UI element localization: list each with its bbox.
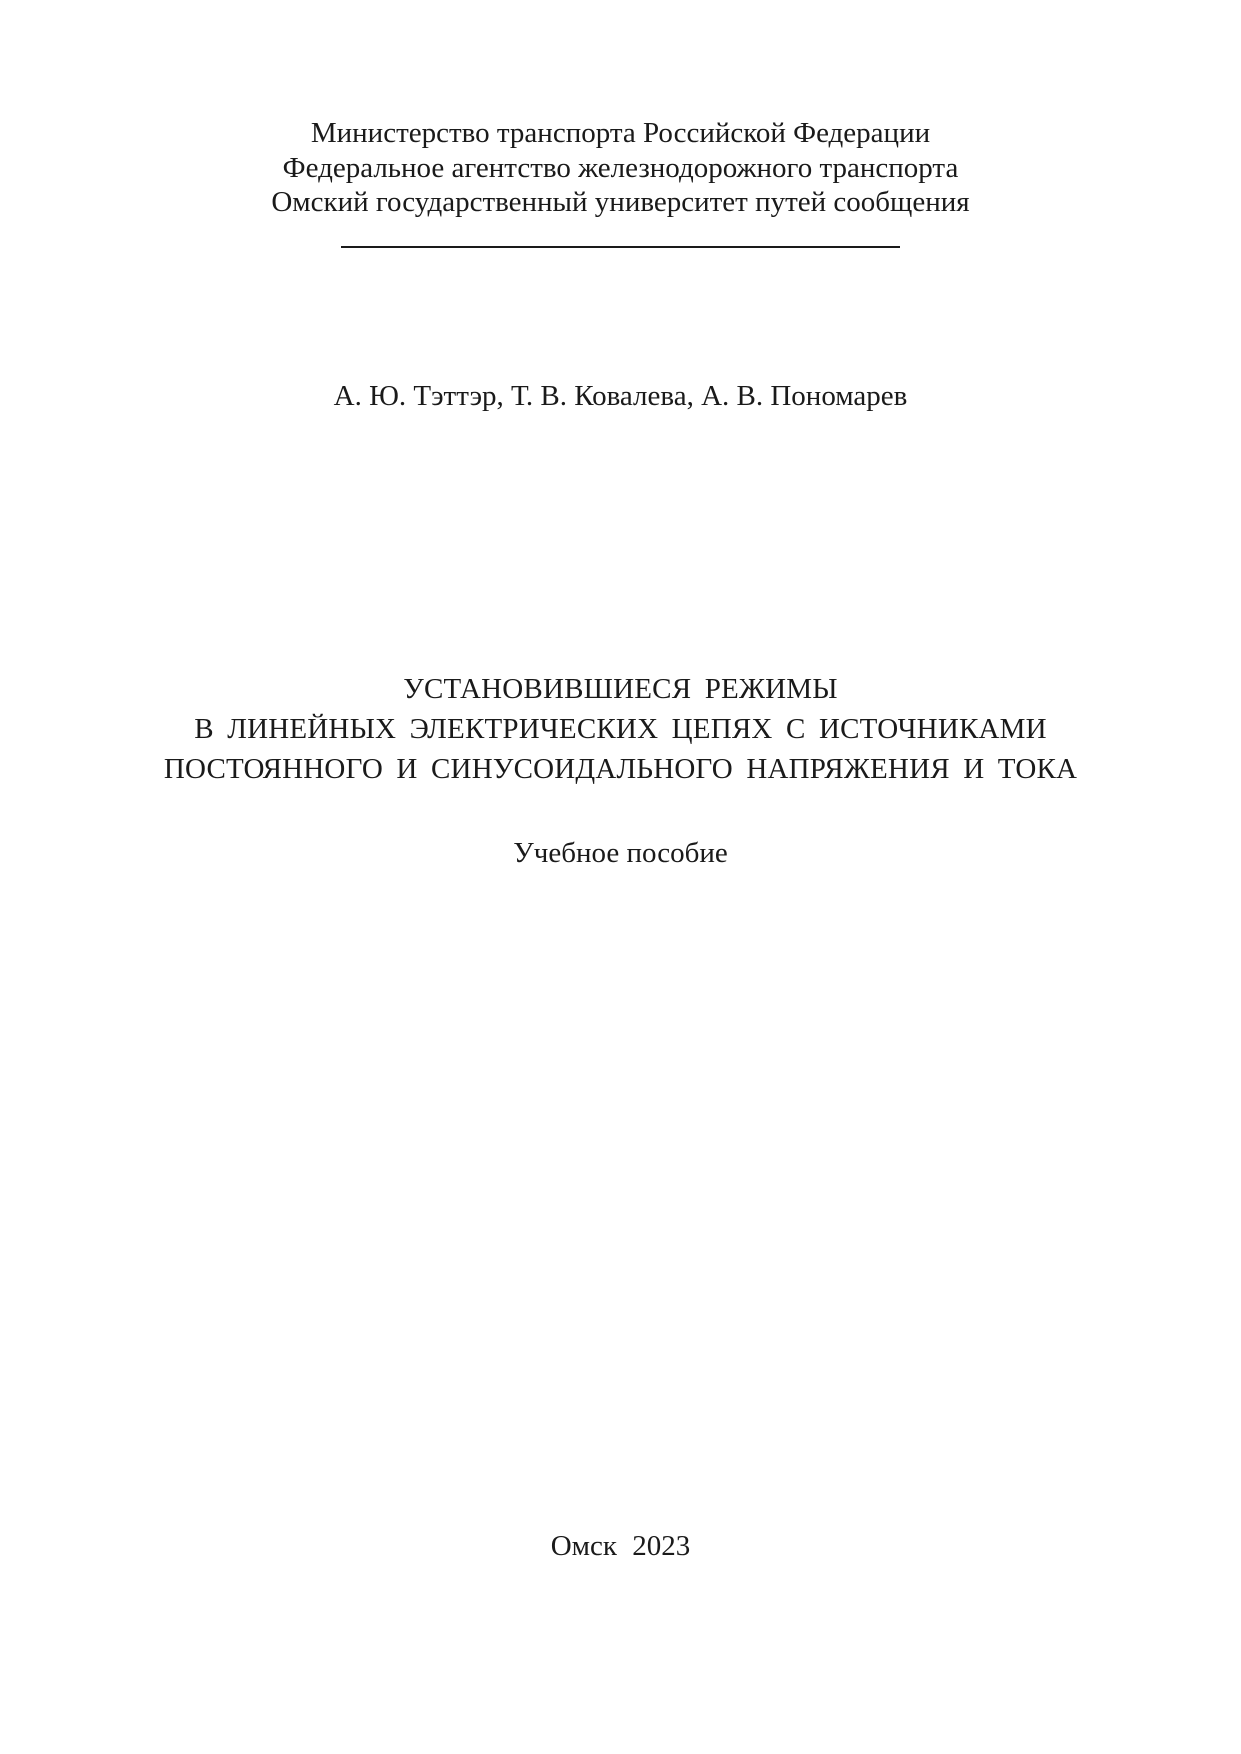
agency-name: Федеральное агентство железнодорожного транспорта xyxy=(282,152,959,184)
title-line-3: ПОСТОЯННОГО И СИНУСОИДАЛЬНОГО НАПРЯЖЕНИЯ И ТОКА xyxy=(163,753,1078,785)
title-line-1: УСТАНОВИВШИЕСЯ РЕЖИМЫ xyxy=(403,673,838,705)
document-type: Учебное пособие xyxy=(513,837,728,869)
header-divider xyxy=(341,246,900,248)
authors: А. Ю. Тэттэр, Т. В. Ковалева, А. В. Пономарев xyxy=(333,380,908,412)
ministry-name: Министерство транспорта Российской Федерации xyxy=(310,117,931,149)
title-line-2: В ЛИНЕЙНЫХ ЭЛЕКТРИЧЕСКИХ ЦЕПЯХ С ИСТОЧНИКАМИ xyxy=(194,713,1047,745)
place-year: Омск 2023 xyxy=(550,1530,691,1562)
university-name: Омский государственный университет путей сообщения xyxy=(271,186,970,218)
